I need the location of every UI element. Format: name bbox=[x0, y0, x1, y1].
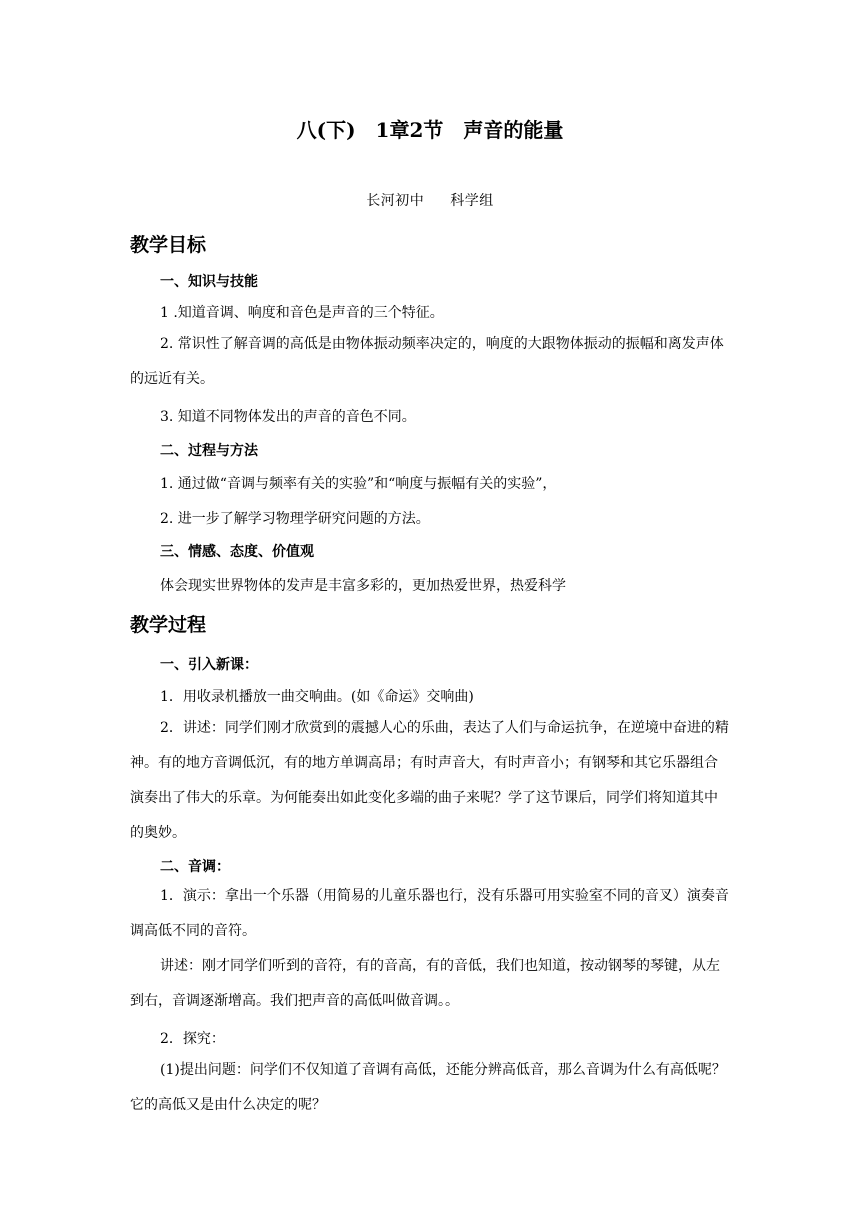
section-heading-objectives: 教学目标 bbox=[130, 234, 207, 256]
document-title: 八(下) 1章2节 声音的能量 bbox=[296, 118, 564, 142]
paragraph: 2. 进一步了解学习物理学研究问题的方法。 bbox=[160, 511, 430, 527]
paragraph: 2. 常识性了解音调的高低是由物体振动频率决定的，响度的大跟物体振动的振幅和离发声体的远近有关。 bbox=[130, 336, 724, 387]
paragraph: 讲述：刚才同学们听到的音符，有的音高，有的音低，我们也知道，按动钢琴的琴键，从左到右，音调逐渐增高。我们把声音的高低叫做音调。。 bbox=[130, 958, 720, 1009]
paragraph: 1. 通过做“音调与频率有关的实验”和“响度与振幅有关的实验”， bbox=[160, 476, 557, 492]
paragraph: 体会现实世界物体的发声是丰富多彩的，更加热爱世界，热爱科学 bbox=[160, 578, 566, 594]
author-line bbox=[0, 190, 860, 210]
paragraph: 2．探究： bbox=[160, 1031, 225, 1047]
paragraph: 1．演示：拿出一个乐器（用简易的儿童乐器也行，没有乐器可用实验室不同的音叉）演奏音调高低不同的音符。 bbox=[130, 888, 729, 939]
group-name: 科学组 bbox=[450, 193, 494, 209]
subheading-process: 二、过程与方法 bbox=[160, 443, 258, 459]
paragraph: 1．用收录机播放一曲交响曲。(如《命运》交响曲) bbox=[160, 689, 474, 705]
section-heading-process: 教学过程 bbox=[130, 614, 207, 636]
subheading-pitch: 二、音调： bbox=[160, 859, 230, 875]
subheading-knowledge: 一、知识与技能 bbox=[160, 274, 258, 290]
school-name: 长河初中 bbox=[366, 193, 425, 209]
subheading-intro: 一、引入新课： bbox=[160, 657, 258, 673]
paragraph: 2．讲述：同学们刚才欣赏到的震撼人心的乐曲，表达了人们与命运抗争，在逆境中奋进的精神。有的地方音调低沉，有的地方单调高昂；有时声音大，有时声音小；有钢琴和其它乐器组合演奏出了伟大的乐章。为何能奏出如此变化多端的曲子来呢？学了这节课后，同学们将知道其中的奥妙。 bbox=[130, 720, 729, 841]
subheading-emotion: 三、情感、态度、价值观 bbox=[160, 544, 314, 560]
paragraph: 1 .知道音调、响度和音色是声音的三个特征。 bbox=[160, 305, 444, 321]
paragraph: 3. 知道不同物体发出的声音的音色不同。 bbox=[160, 409, 416, 425]
paragraph: (1)提出问题：问学们不仅知道了音调有高低，还能分辨高低音，那么音调为什么有高低呢？它的高低又是由什么决定的呢？ bbox=[130, 1062, 726, 1113]
